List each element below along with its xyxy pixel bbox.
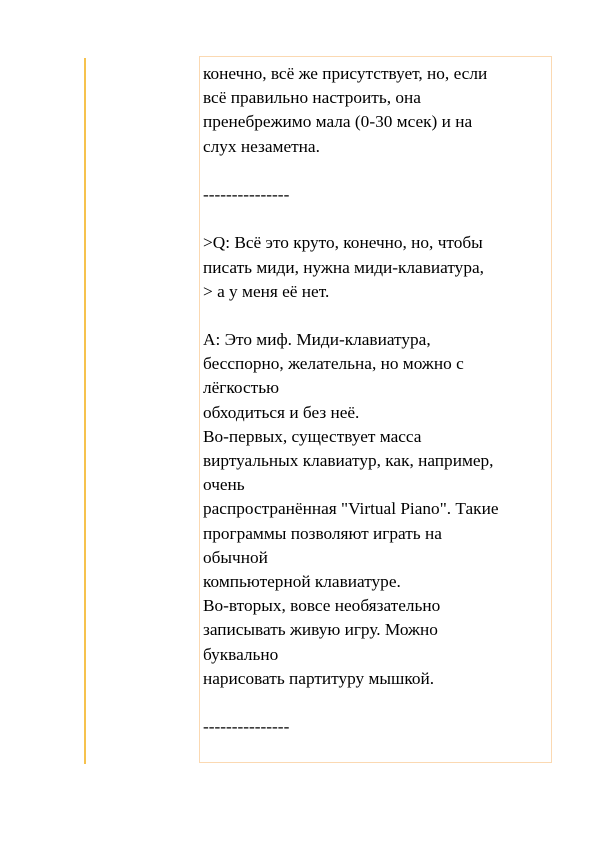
- text-line: A: Это миф. Миди-клавиатура,: [203, 330, 431, 350]
- text-line: буквально: [203, 644, 279, 664]
- text-line: всё правильно настроить, она: [203, 88, 421, 108]
- text-line: слух незаметна.: [203, 136, 320, 156]
- text-line: Во-первых, существует масса: [203, 426, 422, 446]
- answer-block: [203, 328, 551, 691]
- margin-rule: [84, 58, 86, 764]
- text-line: лёгкостью: [203, 378, 279, 398]
- text-line: записывать живую игру. Можно: [203, 620, 438, 640]
- text-line: Во-вторых, вовсе необязательно: [203, 596, 441, 616]
- text-line: виртуальных клавиатур, как, например,: [203, 451, 494, 470]
- text-line: обходиться и без неё.: [203, 402, 360, 422]
- text-line: писать миди, нужна миди-клавиатура,: [203, 257, 484, 277]
- text-line: конечно, всё же присутствует, но, если: [203, 64, 488, 83]
- question-block: [203, 231, 551, 304]
- text-line: пренебрежимо мала (0-30 мсек) и на: [203, 112, 473, 132]
- text-line: обычной: [203, 547, 268, 567]
- text-line: программы позволяют играть на: [203, 523, 442, 543]
- text-line: >Q: Всё это круто, конечно, но, чтобы: [203, 233, 483, 253]
- document-text: [203, 62, 551, 739]
- text-line: распространённая "Virtual Piano". Такие: [203, 499, 499, 519]
- separator: ---------------: [203, 184, 290, 204]
- text-line: компьютерной клавиатуре.: [203, 571, 401, 591]
- paragraph-latency: [203, 62, 551, 159]
- blank-line: [203, 691, 551, 715]
- text-line: очень: [203, 475, 245, 495]
- text-line: > а у меня её нет.: [203, 281, 330, 301]
- separator: ---------------: [203, 717, 290, 737]
- text-line: бесспорно, желательна, но можно с: [203, 354, 464, 374]
- blank-line: [203, 207, 551, 231]
- blank-line: [203, 304, 551, 328]
- text-line: нарисовать партитуру мышкой.: [203, 668, 435, 688]
- blank-line: [203, 159, 551, 183]
